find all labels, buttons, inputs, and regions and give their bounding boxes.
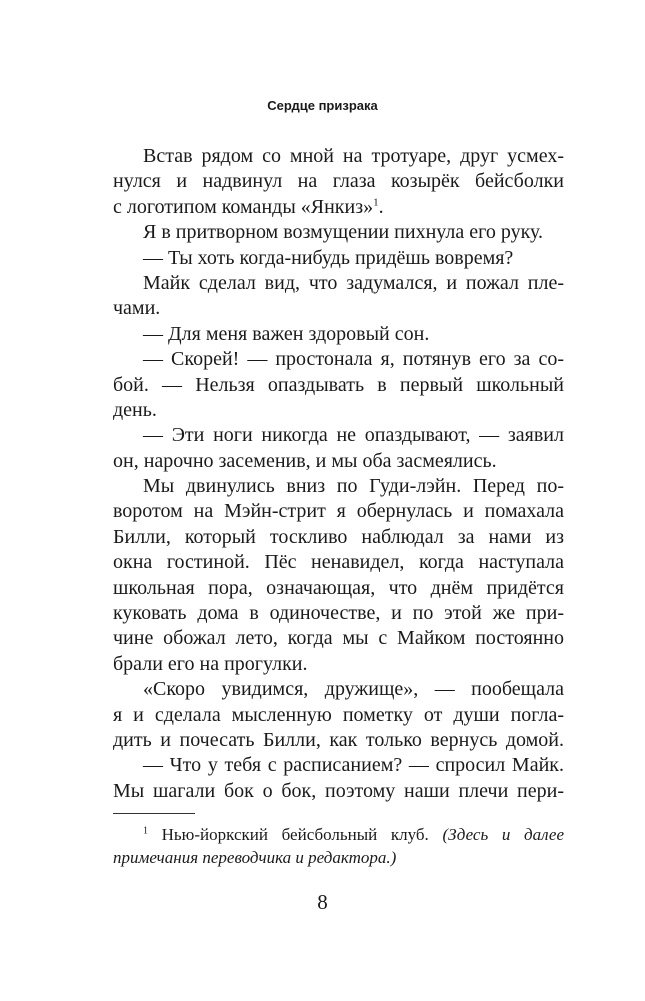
text-line: дить и почесать Билли, как только вернусь домой. [113, 728, 564, 751]
footnote-marker: 1 [143, 825, 148, 837]
footnote [113, 823, 564, 869]
text-line: бой. — Нельзя опаздывать в первый школьный [113, 373, 564, 396]
footnote-line [113, 823, 564, 846]
footnote-divider [113, 813, 195, 814]
footnote-italic: примечания переводчика и редактора.) [113, 848, 397, 867]
text-line: Встав рядом со мной на тротуаре, друг усмех- [143, 145, 564, 167]
footnote-reference[interactable]: 1 [373, 196, 379, 209]
text-line: я и сделала мысленную пометку от души погла- [113, 703, 564, 726]
running-header: Сердце призрака [267, 98, 378, 113]
text-line: Я в притворном возмущении пихнула его руку. [143, 221, 544, 244]
text-line [113, 195, 564, 220]
text-line: чине обожал лето, когда мы с Майком постоянно [113, 627, 564, 650]
text-line: окна гостиной. Пёс ненавидел, когда наступала [113, 551, 564, 574]
text-line: брали его на прогулки. [113, 652, 308, 675]
text-line: — Эти ноги никогда не опаздывают, — заявил [143, 424, 564, 447]
page-number: 8 [317, 890, 328, 914]
footnote-italic: (Здесь и далее [442, 825, 565, 844]
text-line: — Для меня важен здоровый сон. [143, 322, 430, 345]
text-line: нулся и надвинул на глаза козырёк бейсболки [113, 170, 564, 193]
text-line: — Ты хоть когда-нибудь придёшь вовремя? [143, 246, 514, 269]
text-line: Мы шагали бок о бок, поэтому наши плечи пери- [113, 779, 564, 802]
text-line: чами. [113, 297, 161, 320]
text-line: он, нарочно засеменив, и мы оба засмеялись. [113, 449, 497, 472]
text-line: школьная пора, означающая, что днём придётся [113, 576, 564, 599]
footnote-text: Нью-йоркский бейсбольный клуб. [161, 825, 429, 844]
text-line: «Скоро увидимся, дружище», — пообещала [143, 678, 564, 701]
text-line: — Что у тебя с расписанием? — спросил Майк. [143, 754, 564, 777]
text-line-content: с логотипом команды «Янкиз» [113, 195, 374, 218]
body-text [113, 144, 564, 804]
text-line: Билли, который тоскливо наблюдал за нами из [113, 525, 564, 548]
footnote-line [113, 846, 564, 869]
text-line: Мы двинулись вниз по Гуди-лэйн. Перед по- [143, 475, 564, 498]
text-line: день. [113, 398, 157, 421]
text-line: воротом на Мэйн-стрит я обернулась и помахала [113, 500, 564, 523]
text-line: куковать дома в одиночестве, и по этой же при- [113, 602, 564, 625]
text-line: — Скорей! — простонала я, потянув его за со- [143, 348, 564, 371]
text-line: Майк сделал вид, что задумался, и пожал пле- [143, 271, 564, 294]
text-line-tail: . [378, 195, 384, 218]
